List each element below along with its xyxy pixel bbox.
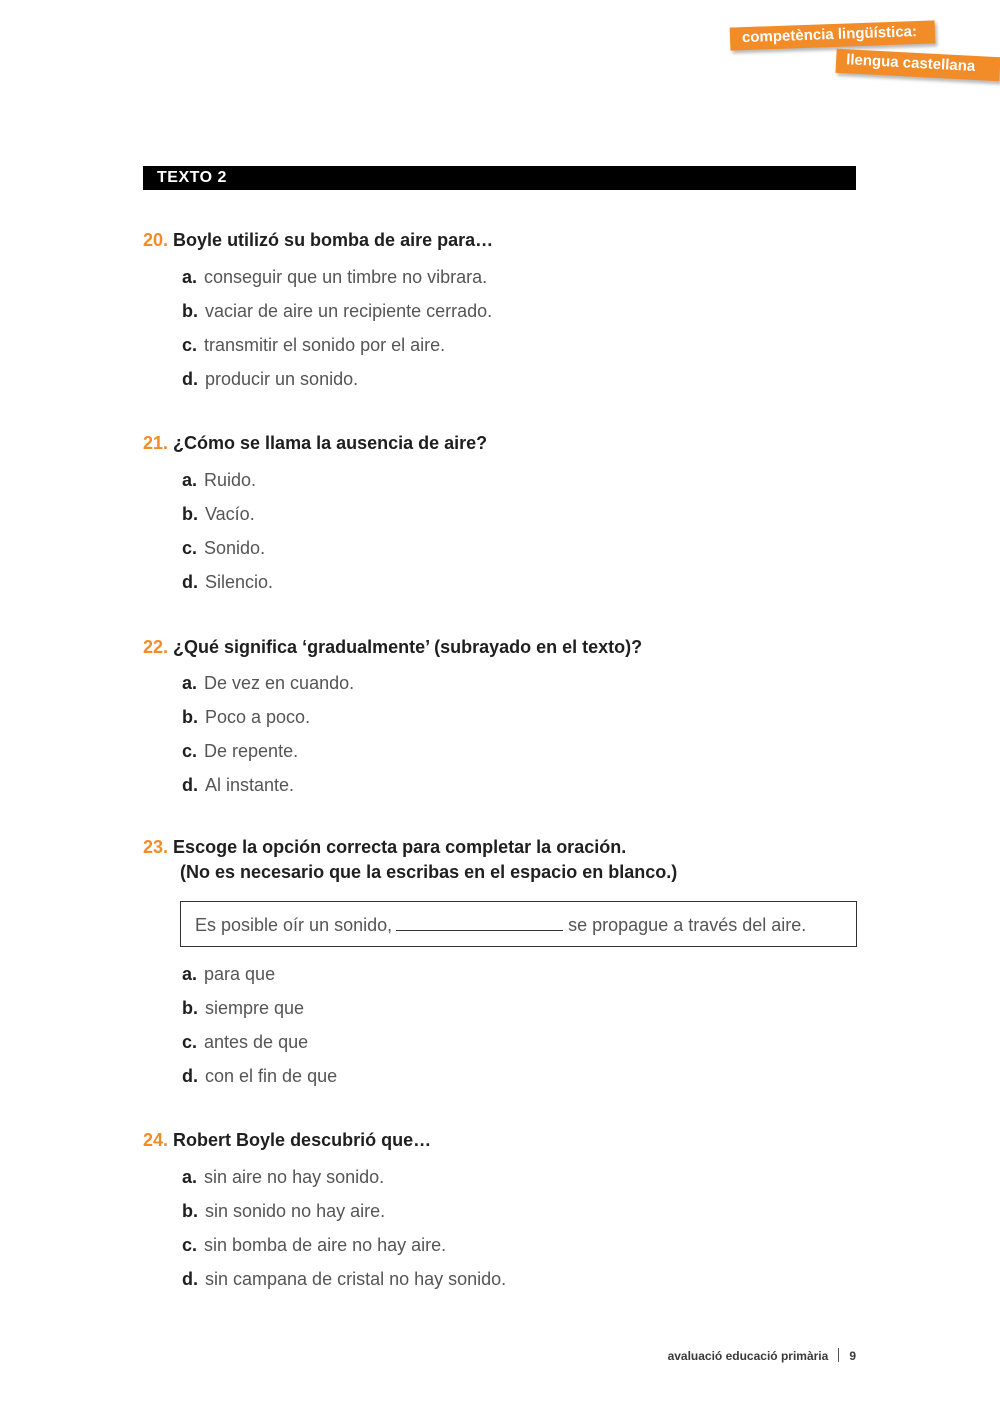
option-text: De vez en cuando. <box>204 673 355 693</box>
question-number: 22. <box>143 637 169 657</box>
option-letter: c. <box>182 335 198 355</box>
footer-divider <box>838 1348 839 1362</box>
question-text: Boyle utilizó su bomba de aire para… <box>173 230 494 250</box>
option-d[interactable] <box>182 565 856 599</box>
option-letter: b. <box>182 707 198 727</box>
option-text: siempre que <box>205 998 305 1018</box>
option-letter: c. <box>182 741 198 761</box>
option-d[interactable] <box>182 768 856 802</box>
fill-in-sentence-box <box>180 901 857 947</box>
question-number: 23. <box>143 837 169 857</box>
option-c[interactable] <box>182 734 856 768</box>
option-d[interactable] <box>182 1262 856 1296</box>
option-text: producir un sonido. <box>205 369 359 389</box>
question-20 <box>143 228 856 396</box>
option-letter: c. <box>182 538 198 558</box>
option-text: Al instante. <box>205 775 295 795</box>
option-letter: a. <box>182 470 198 490</box>
option-text: Poco a poco. <box>205 707 311 727</box>
option-letter: a. <box>182 1167 198 1187</box>
option-letter: b. <box>182 504 198 524</box>
sentence-end: se propague a través del aire. <box>568 915 807 935</box>
option-text: De repente. <box>204 741 299 761</box>
footer-label: avaluació educació primària <box>667 1349 829 1363</box>
subject-tag-language: llengua castellana <box>835 49 1000 82</box>
option-letter: a. <box>182 267 198 287</box>
question-text: Robert Boyle descubrió que… <box>173 1130 432 1150</box>
blank-line[interactable] <box>396 914 563 931</box>
option-a[interactable] <box>182 463 856 497</box>
question-22 <box>143 635 856 802</box>
option-text: sin aire no hay sonido. <box>204 1167 385 1187</box>
option-b[interactable] <box>182 991 856 1025</box>
option-text: conseguir que un timbre no vibrara. <box>204 267 488 287</box>
question-text: ¿Qué significa ‘gradualmente’ (subrayado en el texto)? <box>173 637 643 657</box>
question-instruction: (No es necesario que la escribas en el espacio en blanco.) <box>180 862 678 882</box>
option-text: antes de que <box>204 1032 309 1052</box>
option-b[interactable] <box>182 1194 856 1228</box>
option-letter: d. <box>182 572 198 592</box>
option-text: sin campana de cristal no hay sonido. <box>205 1269 507 1289</box>
option-letter: a. <box>182 964 198 984</box>
option-b[interactable] <box>182 294 856 328</box>
question-number: 20. <box>143 230 169 250</box>
question-21 <box>143 431 856 599</box>
option-a[interactable] <box>182 260 856 294</box>
question-23-options <box>143 957 856 1093</box>
options-list <box>143 1160 856 1296</box>
option-a[interactable] <box>182 957 856 991</box>
page-footer <box>668 1348 856 1364</box>
option-letter: b. <box>182 1201 198 1221</box>
option-letter: b. <box>182 301 198 321</box>
option-letter: d. <box>182 369 198 389</box>
option-text: con el fin de que <box>205 1066 338 1086</box>
option-text: Ruido. <box>204 470 257 490</box>
sentence-start: Es posible oír un sonido, <box>195 915 393 935</box>
option-a[interactable] <box>182 1160 856 1194</box>
question-23 <box>143 835 856 885</box>
option-letter: c. <box>182 1032 198 1052</box>
option-b[interactable] <box>182 700 856 734</box>
option-text: transmitir el sonido por el aire. <box>204 335 446 355</box>
option-letter: d. <box>182 1066 198 1086</box>
question-title <box>143 431 856 456</box>
options-list <box>143 957 856 1093</box>
options-list <box>143 260 856 396</box>
options-list <box>143 463 856 599</box>
option-text: vaciar de aire un recipiente cerrado. <box>205 301 493 321</box>
option-d[interactable] <box>182 1059 856 1093</box>
page-number: 9 <box>849 1349 856 1363</box>
option-c[interactable] <box>182 328 856 362</box>
question-text: ¿Cómo se llama la ausencia de aire? <box>173 433 488 453</box>
option-text: Vacío. <box>205 504 255 524</box>
option-a[interactable] <box>182 666 856 700</box>
question-number: 21. <box>143 433 169 453</box>
option-b[interactable] <box>182 497 856 531</box>
option-text: sin bomba de aire no hay aire. <box>204 1235 447 1255</box>
option-c[interactable] <box>182 531 856 565</box>
question-number: 24. <box>143 1130 169 1150</box>
subject-tag-competence: competència lingüística: <box>730 20 936 50</box>
option-letter: d. <box>182 775 198 795</box>
question-title <box>143 1128 856 1153</box>
option-text: Sonido. <box>204 538 266 558</box>
question-title <box>143 228 856 253</box>
question-24 <box>143 1128 856 1296</box>
option-text: Silencio. <box>205 572 274 592</box>
option-letter: b. <box>182 998 198 1018</box>
question-text: Escoge la opción correcta para completar la oración. <box>173 837 627 857</box>
option-c[interactable] <box>182 1228 856 1262</box>
option-text: para que <box>204 964 276 984</box>
option-letter: c. <box>182 1235 198 1255</box>
option-letter: d. <box>182 1269 198 1289</box>
option-text: sin sonido no hay aire. <box>205 1201 386 1221</box>
section-title-bar: TEXTO 2 <box>143 166 856 190</box>
option-d[interactable] <box>182 362 856 396</box>
option-c[interactable] <box>182 1025 856 1059</box>
question-title <box>143 635 856 660</box>
option-letter: a. <box>182 673 198 693</box>
options-list <box>143 666 856 802</box>
question-title <box>143 835 856 860</box>
